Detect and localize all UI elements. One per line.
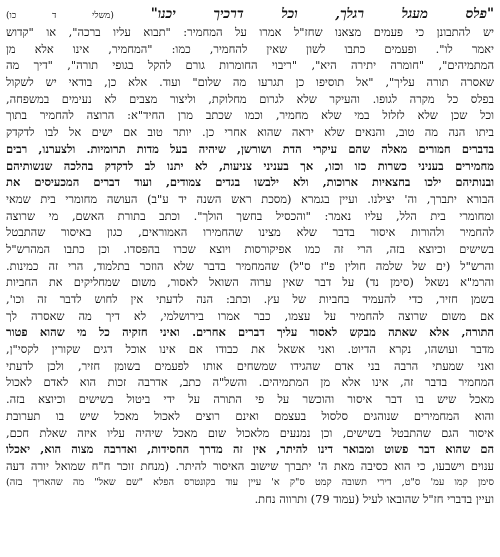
text-line: שאסרה תורה עליך", "אל תוסיפו כן תגרעו מה שלום" ועוד. אלא כן, בודאי יש לשקול bbox=[6, 75, 494, 90]
text-line-bold: ובנותיהם ילכו בחצאיות ארוכות, ולא ילבשו בגדים צמודים, ועוד דברים המכעיסים את bbox=[6, 175, 494, 190]
footnote-line: סימן קמו עמ' ס"ט, דירי תשובה קמט ס"ק א' עיין עוד בקונטרס הפלא "שם שאל" מה שהאריך בזה) bbox=[6, 476, 494, 488]
document-page bbox=[6, 4, 494, 553]
text-line: ענוים וישבעו, כי הוא כסיבה מאת ה' יתברך שישוב האיסור להיתר. (מנחת זוכר ח"ח שמואל יורה דעה bbox=[6, 458, 494, 473]
text-line-bold: מחמירים בעניני כשרות כזו וכזו, אך בעניני צניעות, לא יתנו לב לדקדק בהלכה שנשותיהם bbox=[6, 158, 494, 173]
text-line: איסור הגם שהתבטל בשישים, וכן נמנעים מלאכול שום מאכל שיהיה עליו איזה שאלת חכם, bbox=[6, 425, 494, 440]
text-line: להחמיר ולהורות איסור בדבר שלא מצינו שהחמירו האמוראים, כגון באיסור שהתבטל bbox=[6, 225, 494, 240]
text-line: ביתו הנה מה טוב, והנאים שלא יראה שהוא אחרי כן. יותר טוב אם ישים אל לבו לדקדק bbox=[6, 125, 494, 140]
title-source-reference: (משלי ד כו) bbox=[6, 11, 114, 21]
text-line: ומחומרי בית הלל, עליו נאמר: "והכסיל בחשך הולך". וכתב בתורת האשם, מי שרוצה bbox=[6, 208, 494, 223]
text-line: יש להתבונן כי פעמים מצאנו שחז"ל אמרו על המחמיר: "תבוא עליו ברכה", או "קדוש bbox=[6, 25, 494, 39]
text-line: מדבר ועושהו, נקרא הדיוט. ואני אשאל את כבודו אם אינו אוכל דגים שקורין לקסי"ן, bbox=[6, 342, 494, 357]
text-line: מאכל שיש בו דבר איסור והוכשר על פי התורה על ידי ביטול בשישים וכיוצא בזה. bbox=[6, 392, 494, 407]
text-line: אם משום שרוצה להחמיר על עצמו, כבר אמרו בירושלמי, לא דיך מה שאסרה לך bbox=[6, 308, 494, 323]
text-line: בפלס כל מקרה לגופו. והעיקר שלא לגרום מחלוקת, וליצור מצבים לא נעימים במשפחה, bbox=[6, 91, 494, 106]
text-line-bold: הם שהוא דבר פשוט ומבואר דינו להיתר, אין זה מדרך החסידות, ואדרבה מצוה הוא, יאכלו bbox=[6, 442, 494, 457]
text-line: ואני שמעתי הרבה בני אדם שהגידו שמשחים אותו לפעמים בשומן חזיר, ולכן לדעתי bbox=[6, 358, 494, 373]
text-line: הבורא יתברך, וה' יצילנו. ועיין בגמרא (מסכת ראש השנה יד ע"ב) העושה מחומרי בית שמאי bbox=[6, 191, 494, 206]
text-line: והרש"ל (ים של שלמה חולין פ"ז ס"ל) שהמחמיר בדבר שלא הוזכר בתלמוד, הרי זה כמינות. bbox=[6, 258, 494, 273]
text-line: בשישים וכיוצא בזה, הרי זה כמו אפיקורסות ויוצא שכרו בהפסדו. וכן כתבו המהרש"ל bbox=[6, 241, 494, 256]
text-line-bold: התורה, אלא שאתה מבקש לאסור עליך דברים אחרים. ואיני חזקיה כל מי שהוא פטור bbox=[6, 325, 494, 340]
text-line: בשמן חזיר, כדי להעמיד בחביות של עץ. וכתב: הנה לדעתי אין לחוש לדבר זה וכו', bbox=[6, 292, 494, 306]
text-line: המתמיהים", "חומרה יתירה היא", "ריבוי החומרות גורם להקל בגופי תורה", "דיך מה bbox=[6, 58, 494, 73]
title-line bbox=[6, 4, 494, 24]
text-line-final: ועיין בדברי חז"ל שהובאו לעיל (עמוד 79) ותרווה נחת. bbox=[254, 492, 494, 507]
text-line: והרמ"א נשאל (סימן נד) על דבר שאין ערוה השואל לאסור, משום שמחליקים את החביות bbox=[6, 275, 494, 290]
text-line: יאמר לו". ופעמים כתבו לשון שאין להחמיר, כמו: "המחמיר, אינו אלא מן bbox=[6, 41, 494, 56]
text-line: וכל שכן שלא לזלזל במי שלא מחמיר, וכמו שכתב מרן החיד"א: הרוצה להחמיר בתוך bbox=[6, 108, 494, 123]
text-line: והוא המחמירים שנוהגים סלסול בעצמם ואינם רוצים לאכול מאכל שיש בו תערובת bbox=[6, 408, 494, 423]
page-title: "פלס מעגל רגלך, וכל דרכיך יכנו" bbox=[150, 6, 494, 22]
text-line: המחמיר בדבר זה, אינו אלא מן המתמיהים. והשל"ה כתב, אדרבה זכות הוא לאדם לאכול bbox=[6, 375, 494, 390]
text-line-bold: בדברים חמורים מאלה שהם עיקרי הדת ושורשן, שיהיה בעל מדות תרומיות. ולצערנו, רבים bbox=[6, 141, 494, 156]
